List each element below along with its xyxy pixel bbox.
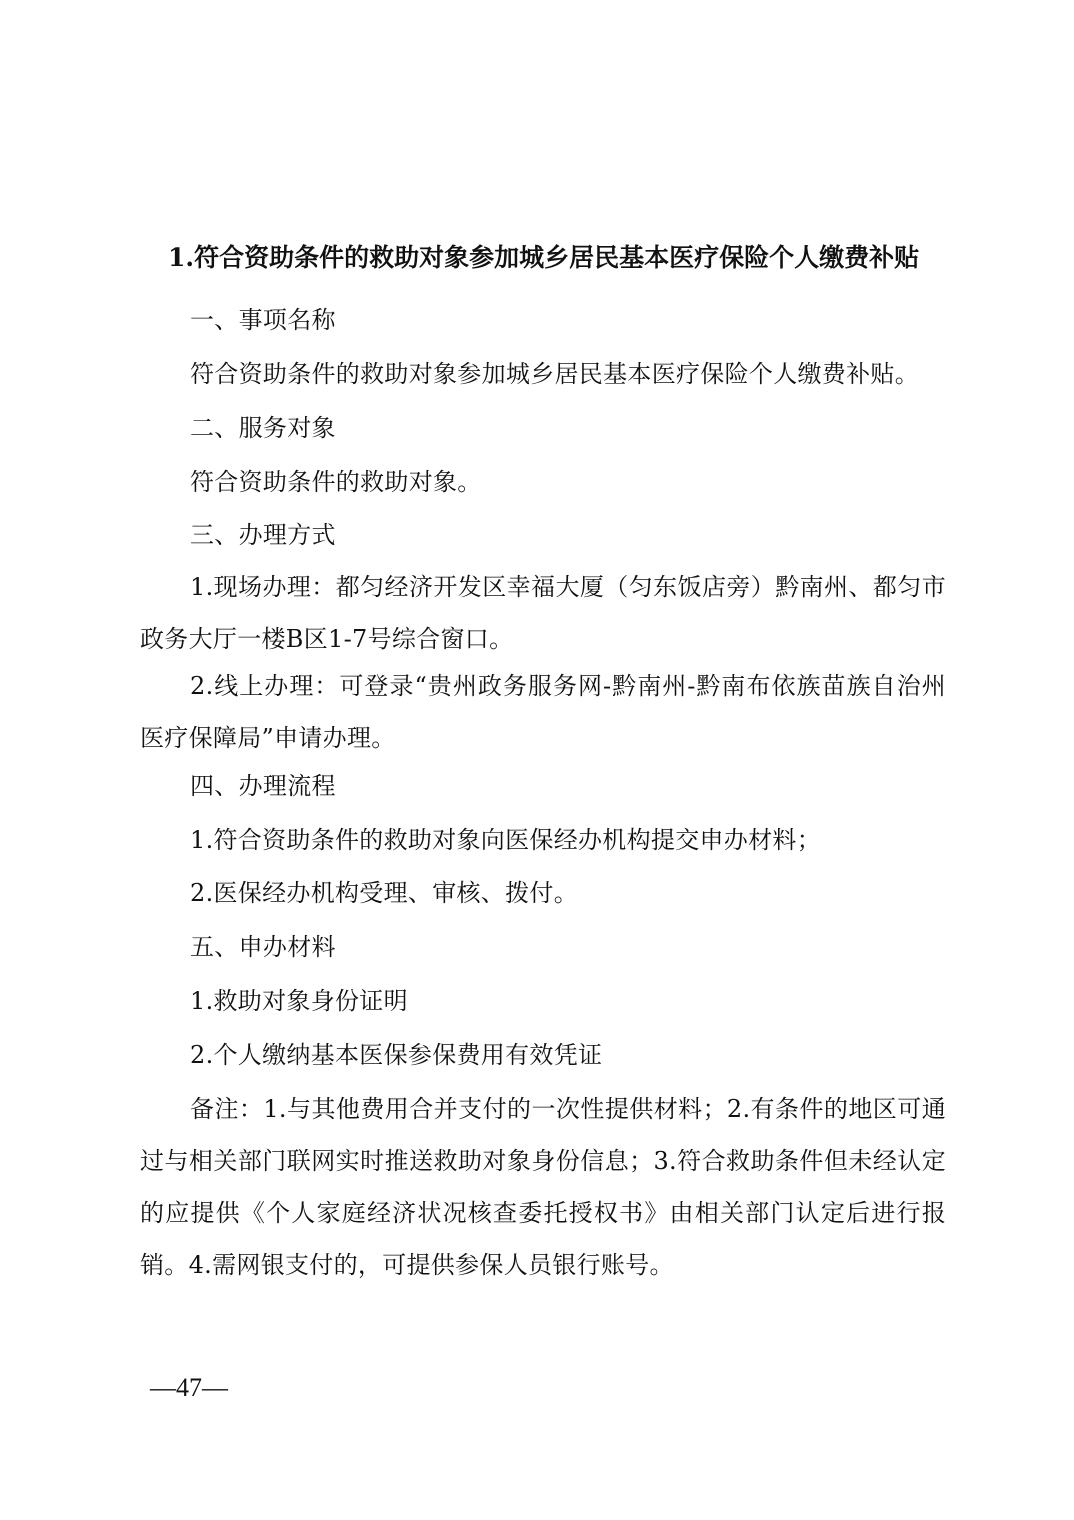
heading-materials: 五、申办材料 xyxy=(190,933,336,961)
process-step-1: 1.符合资助条件的救助对象向医保经办机构提交申办材料； xyxy=(190,826,821,854)
process-step-2: 2.医保经办机构受理、审核、拨付。 xyxy=(190,879,578,907)
page-number: —47— xyxy=(150,1373,228,1402)
heading-process: 四、办理流程 xyxy=(190,772,336,800)
service-target-text: 符合资助条件的救助对象。 xyxy=(190,468,482,496)
heading-item-name: 一、事项名称 xyxy=(190,306,336,334)
onsite-handling-text: 1.现场办理：都匀经济开发区幸福大厦（匀东饭店旁）黔南州、都匀市政务大厅一楼B区1-7号综合窗口。 xyxy=(140,573,946,653)
remarks-text: 备注：1.与其他费用合并支付的一次性提供材料；2.有条件的地区可通过与相关部门联网实时推送救助对象身份信息；3.符合救助条件但未经认定的应提供《个人家庭经济状况核查委托授权书》由相关部门认定后进行报销。4.需网银支付的，可提供参保人员银行账号。 xyxy=(140,1095,946,1279)
heading-service-target: 二、服务对象 xyxy=(190,414,336,442)
item-name-text: 符合资助条件的救助对象参加城乡居民基本医疗保险个人缴费补贴。 xyxy=(190,360,919,388)
material-item-2: 2.个人缴纳基本医保参保费用有效凭证 xyxy=(190,1041,603,1069)
heading-handling-method: 三、办理方式 xyxy=(190,521,336,549)
material-item-1: 1.救助对象身份证明 xyxy=(190,987,408,1015)
section-title: 1.符合资助条件的救助对象参加城乡居民基本医疗保险个人缴费补贴 xyxy=(168,243,920,272)
online-handling-text: 2.线上办理：可登录“贵州政务服务网-黔南州-黔南布依族苗族自治州医疗保障局”申请办理。 xyxy=(140,672,946,752)
